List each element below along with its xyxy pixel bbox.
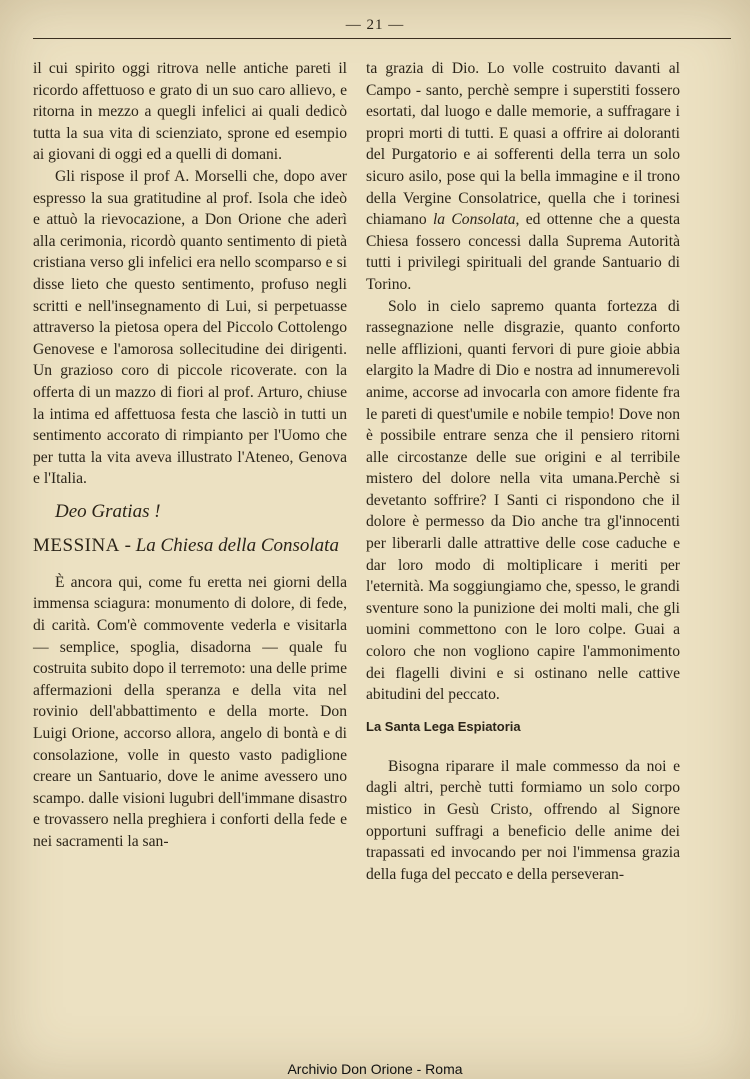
paragraph-morselli-reply: Gli rispose il prof A. Morselli che, dopo aver espresso la sua gratitudine al prof. Isola che ideò e attuò la rievocazione, a Don Orione che aderì alla cerimonia, ricordò quanto sentimento di pietà cristiana verso gli infelici era nello scomparso e si disse lieto che questo sentimento, profuso negli scritti e nell'insegnamento di Lui, si perpetuasse attraverso la pietosa opera del Piccolo Cottolengo Genovese e l'amorosa sollecitudine dei dirigenti. Un grazioso coro di piccole ricoverate. con la offerta di un mazzo di fiori al prof. Arturo, chiuse la intima ed affettuosa festa che lasciò in tutti un sentimento accorato di rimpianto per l'Uomo che per tutta la vita aveva illustrato l'Ateneo, Genova e l'Italia. <box>33 167 347 488</box>
paragraph-santuario-italic: la Consolata <box>432 211 516 229</box>
paragraph-santuario-text-b: , ed ottenne che a questa Chiesa fossero concessi dalla Suprema Autorità tutti i privilegi spirituali del grande Santuario di Torino. <box>366 211 681 293</box>
left-column <box>33 58 347 853</box>
closing-deo-gratias: Deo Gratias ! <box>55 500 161 522</box>
paragraph-santuario <box>366 58 680 296</box>
section-heading-messina <box>33 532 347 560</box>
heading-separator: - <box>119 534 136 556</box>
subheading-santa-lega: La Santa Lega Espiatoria <box>366 718 521 734</box>
header-rule <box>33 38 731 39</box>
heading-place: MESSINA <box>33 534 120 556</box>
page-number: — 21 — <box>345 17 405 33</box>
paragraph-messina-church: È ancora qui, come fu eretta nei giorni della immensa sciagura: monumento di dolore, di fede, di carità. Com'è commovente vederla e visitarla — semplice, spoglia, disadorna — quale fu costruita subito dopo il terremoto: una delle prime affermazioni della speranza e della vita nel rovinio dell'abbattimento e della morte. Don Luigi Orione, accorso allora, angelo di bontà e di consolazione, volle in questo vasto padiglione creare un Santuario, dove le anime avessero uno scampo. dalle visioni lugubri dell'immane disastro e trovassero nella preghiera i conforti della fede e nei sacramenti la san- <box>33 573 347 850</box>
right-column <box>366 58 680 885</box>
paragraph-bisogna-riparare: Bisogna riparare il male commesso da noi e dagli altri, perchè tutti formiamo un solo corpo mistico in Gesù Cristo, offrendo al Signore opportuni suffragi a beneficio delle anime dei trapassati ed invocando per noi l'immensa grazia della fuga del peccato e della perseveran- <box>366 757 680 883</box>
archive-footer: Archivio Don Orione - Roma <box>287 1061 463 1077</box>
heading-title: La Chiesa della Consolata <box>135 534 339 556</box>
paragraph-morselli-intro: il cui spirito oggi ritrova nelle antiche pareti il ricordo affettuoso e grato di un suo caro allievo, e ritorna in mezzo a quegli infelici ai quali dedicò tutta la sua vita di scienziato, sprone ed esempio ai giovani di oggi ed a quelli di domani. <box>33 60 347 164</box>
paragraph-solo-in-cielo: Solo in cielo sapremo quanta fortezza di rassegnazione nelle disgrazie, quanto conforto nelle afflizioni, quanti fervori di pure gioie abbia elargito la Madre di Dio e nostra ad innumerevoli anime, accorse ad invocarla con amore fidente fra le pareti di quest'umile e nobile tempio! Dove non è possibile entrare senza che il pensiero ritorni alle circostanze delle sue origini e al terribile mistero del dolore nella vita umana.Perchè si devetanto soffrire? I Santi ci rispondono che il dolore è permesso da Dio anche tra gl'innocenti per liberarli dalle attrattive delle cose caduche e dar loro modo di moltiplicare i meriti per l'eternità. Ma soggiungiamo che, spesso, le grandi sventure sono la punizione dei molti mali, che gli uomini commettono con le loro colpe. Guai a coloro che non vogliono capire l'ammonimento dei flagelli divini e si ostinano nelle cattive abitudini del peccato. <box>366 297 680 704</box>
paragraph-santuario-text-a: ta grazia di Dio. Lo volle costruito davanti al Campo - santo, perchè sempre i superstiti fossero esortati, dal luogo e dalle memorie, a suffragare i propri morti di tutti. E quasi a offrire ai doloranti del Purgatorio e ai sofferenti della terra un solo sicuro asilo, pose qui la bella immagine e il trono della Vergine Consolatrice, quella che i torinesi chiamano <box>366 60 680 229</box>
